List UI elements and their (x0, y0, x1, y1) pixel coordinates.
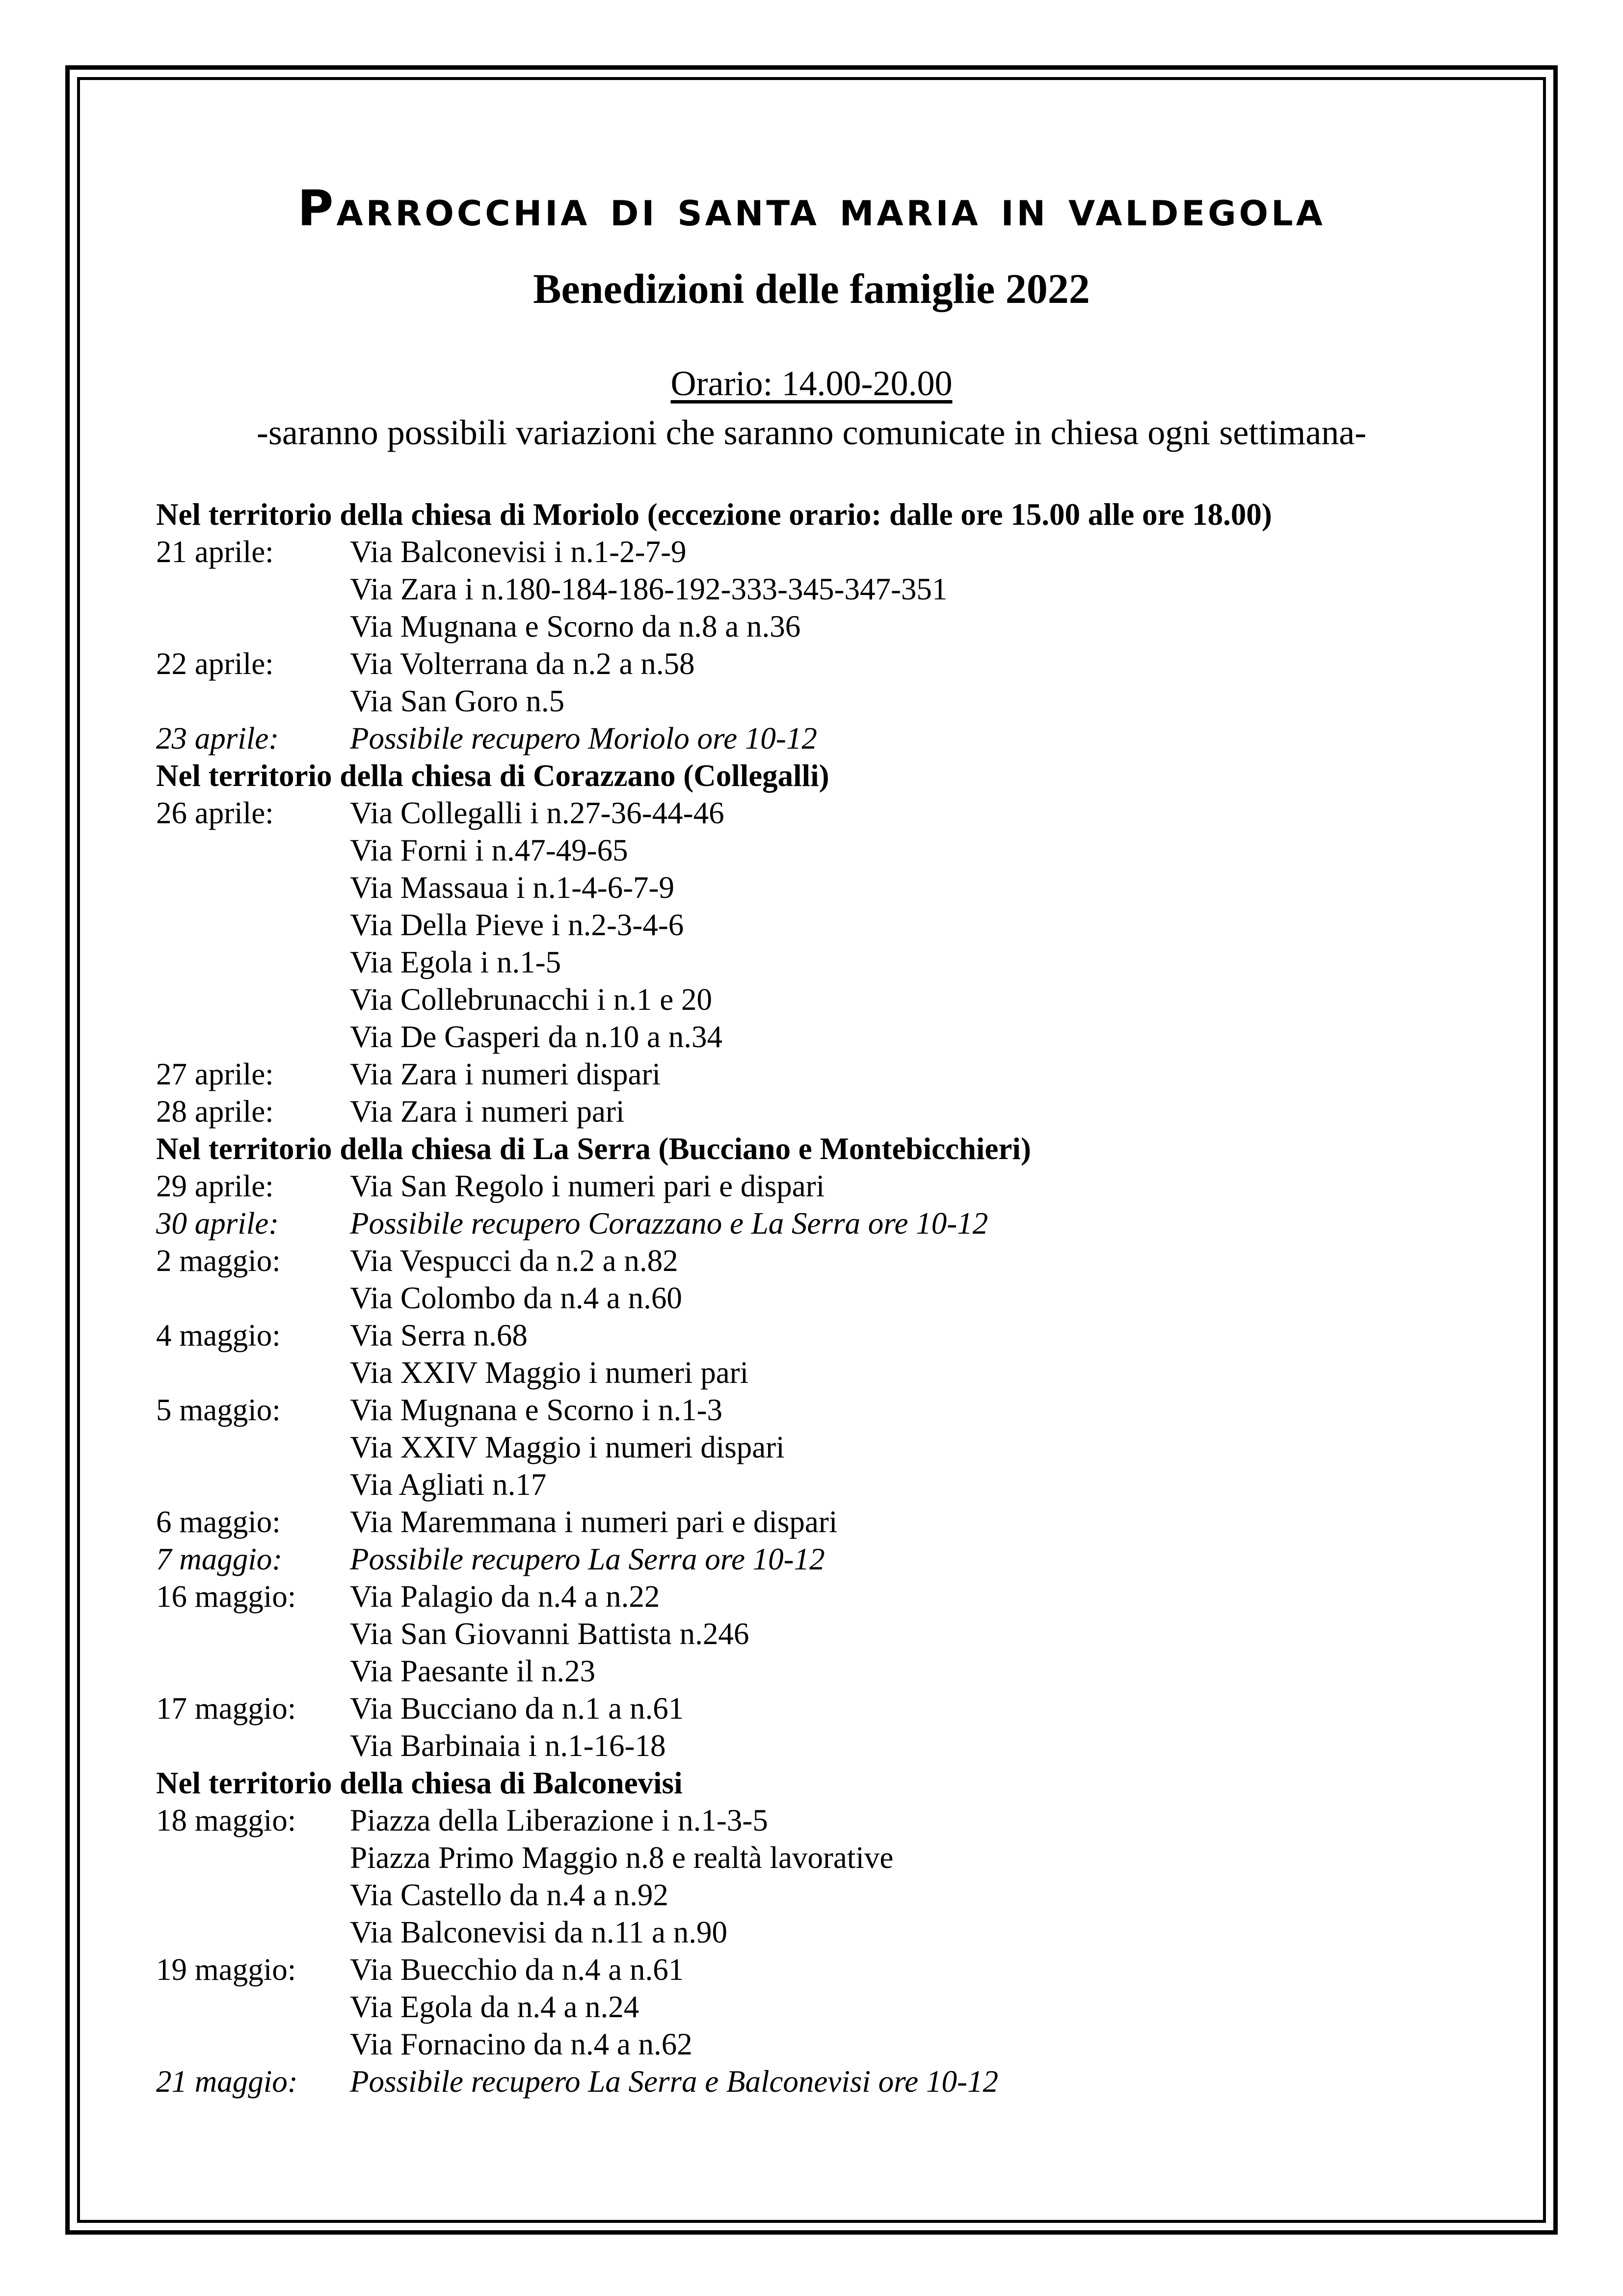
schedule-row (156, 1690, 1530, 1727)
schedule-list (156, 496, 1530, 2100)
schedule-address: Via Volterrana da n.2 a n.58 (350, 647, 695, 681)
schedule-date: 26 aprile: (156, 796, 274, 830)
schedule-address: Via Forni i n.47-49-65 (350, 833, 628, 867)
schedule-address: Possibile recupero La Serra e Balconevisi ore 10-12 (350, 2064, 999, 2099)
schedule-address: Via Maremmana i numeri pari e dispari (350, 1505, 838, 1539)
schedule-address: Via San Goro n.5 (350, 684, 565, 718)
schedule-date (156, 869, 350, 906)
schedule-date (156, 682, 350, 720)
schedule-row (156, 1727, 1530, 1764)
schedule-date (156, 1839, 350, 1876)
schedule-date: 19 maggio: (156, 1952, 296, 1987)
schedule-address: Via San Giovanni Battista n.246 (350, 1617, 749, 1651)
schedule-row (156, 682, 1530, 720)
schedule-address: Via Barbinaia i n.1-16-18 (350, 1729, 666, 1763)
schedule-row (156, 944, 1530, 981)
recovery-row (156, 720, 1530, 757)
schedule-address: Via Balconevisi i n.1-2-7-9 (350, 535, 687, 569)
schedule-address: Via Mugnana e Scorno da n.8 a n.36 (350, 609, 801, 644)
schedule-row (156, 1391, 1530, 1429)
schedule-date (156, 1354, 350, 1391)
schedule-date: 2 maggio: (156, 1243, 281, 1278)
schedule-address: Possibile recupero Corazzano e La Serra ore 10-12 (350, 1206, 988, 1241)
schedule-address: Via Zara i numeri dispari (350, 1057, 661, 1091)
schedule-date: 16 maggio: (156, 1579, 296, 1614)
schedule-row (156, 1167, 1530, 1205)
hours-text: Orario: 14.00-20.00 (670, 364, 953, 403)
schedule-address: Via XXIV Maggio i numeri pari (350, 1355, 749, 1390)
schedule-row (156, 981, 1530, 1018)
schedule-row (156, 1503, 1530, 1540)
schedule-address: Via Agliati n.17 (350, 1467, 547, 1502)
schedule-row (156, 1242, 1530, 1279)
schedule-row (156, 906, 1530, 944)
schedule-address: Via Collebrunacchi i n.1 e 20 (350, 982, 713, 1017)
schedule-date: 28 aprile: (156, 1094, 274, 1129)
schedule-address: Via XXIV Maggio i numeri dispari (350, 1430, 785, 1464)
schedule-address: Via Della Pieve i n.2-3-4-6 (350, 908, 684, 942)
schedule-date (156, 906, 350, 944)
schedule-date (156, 1652, 350, 1690)
schedule-date (156, 1466, 350, 1503)
schedule-row (156, 2026, 1530, 2063)
schedule-date (156, 1615, 350, 1652)
schedule-row (156, 832, 1530, 869)
schedule-address: Via Serra n.68 (350, 1318, 528, 1352)
schedule-date: 30 aprile: (156, 1206, 279, 1241)
schedule-date (156, 981, 350, 1018)
schedule-address: Via Bucciano da n.1 a n.61 (350, 1691, 684, 1726)
schedule-date (156, 1876, 350, 1914)
schedule-date (156, 1914, 350, 1951)
schedule-row (156, 1578, 1530, 1615)
schedule-date: 22 aprile: (156, 647, 274, 681)
schedule-row (156, 1951, 1530, 1988)
schedule-address: Via Mugnana e Scorno i n.1-3 (350, 1393, 723, 1427)
schedule-row (156, 1914, 1530, 1951)
schedule-date (156, 1727, 350, 1764)
schedule-date: 23 aprile: (156, 721, 279, 756)
hours-line (0, 366, 1623, 401)
schedule-date (156, 944, 350, 981)
schedule-row (156, 794, 1530, 832)
schedule-address: Possibile recupero La Serra ore 10-12 (350, 1542, 825, 1576)
recovery-row (156, 2063, 1530, 2100)
schedule-row (156, 533, 1530, 570)
schedule-address: Via Vespucci da n.2 a n.82 (350, 1243, 678, 1278)
schedule-row (156, 1615, 1530, 1652)
schedule-row (156, 1429, 1530, 1466)
schedule-row (156, 570, 1530, 608)
schedule-date: 27 aprile: (156, 1057, 274, 1091)
document-subtitle: Benedizioni delle famiglie 2022 (533, 265, 1090, 312)
variation-notice: -saranno possibili variazioni che saranno comunicate in chiesa ogni settimana- (256, 413, 1367, 452)
schedule-date: 7 maggio: (156, 1542, 283, 1576)
schedule-address: Via Collegalli i n.27-36-44-46 (350, 796, 724, 830)
schedule-row (156, 608, 1530, 645)
schedule-address: Via Egola da n.4 a n.24 (350, 1990, 639, 2024)
schedule-row (156, 645, 1530, 682)
schedule-address: Via Palagio da n.4 a n.22 (350, 1579, 660, 1614)
schedule-date: 4 maggio: (156, 1318, 281, 1352)
schedule-date (156, 1018, 350, 1055)
recovery-row (156, 1540, 1530, 1578)
schedule-address: Via Egola i n.1-5 (350, 945, 561, 979)
recovery-row (156, 1205, 1530, 1242)
section-heading: Nel territorio della chiesa di Balconevisi (156, 1766, 683, 1800)
schedule-date: 6 maggio: (156, 1505, 281, 1539)
schedule-row (156, 1354, 1530, 1391)
schedule-address: Via Colombo da n.4 a n.60 (350, 1281, 682, 1315)
schedule-row (156, 1055, 1530, 1093)
schedule-address: Piazza della Liberazione i n.1-3-5 (350, 1803, 768, 1837)
schedule-date: 17 maggio: (156, 1691, 296, 1726)
schedule-row (156, 1018, 1530, 1055)
section-heading: Nel territorio della chiesa di Corazzano (Collegalli) (156, 758, 829, 793)
schedule-row (156, 1652, 1530, 1690)
schedule-date: 21 maggio: (156, 2064, 298, 2099)
schedule-address: Possibile recupero Moriolo ore 10-12 (350, 721, 817, 756)
schedule-date: 29 aprile: (156, 1169, 274, 1203)
schedule-date (156, 1429, 350, 1466)
schedule-address: Via Castello da n.4 a n.92 (350, 1878, 668, 1912)
schedule-date: 5 maggio: (156, 1393, 281, 1427)
schedule-row (156, 1876, 1530, 1914)
schedule-date (156, 1988, 350, 2026)
schedule-address: Via De Gasperi da n.10 a n.34 (350, 1020, 722, 1054)
schedule-date (156, 608, 350, 645)
schedule-date: 21 aprile: (156, 535, 274, 569)
schedule-row (156, 1279, 1530, 1317)
section-heading: Nel territorio della chiesa di Moriolo (eccezione orario: dalle ore 15.00 alle ore 18.00) (156, 497, 1272, 532)
schedule-row (156, 1093, 1530, 1130)
schedule-row (156, 1802, 1530, 1839)
schedule-address: Via San Regolo i numeri pari e dispari (350, 1169, 825, 1203)
schedule-row (156, 869, 1530, 906)
section-heading: Nel territorio della chiesa di La Serra (Bucciano e Montebicchieri) (156, 1132, 1031, 1166)
schedule-date: 18 maggio: (156, 1803, 296, 1837)
parish-title: Parrocchia di santa maria in valdegola (297, 180, 1326, 237)
schedule-row (156, 1988, 1530, 2026)
schedule-date (156, 1279, 350, 1317)
schedule-address: Via Balconevisi da n.11 a n.90 (350, 1915, 727, 1949)
schedule-address: Via Zara i n.180-184-186-192-333-345-347-351 (350, 572, 948, 606)
schedule-address: Via Zara i numeri pari (350, 1094, 625, 1129)
schedule-date (156, 832, 350, 869)
schedule-address: Via Buecchio da n.4 a n.61 (350, 1952, 684, 1987)
schedule-row (156, 1317, 1530, 1354)
schedule-address: Via Massaua i n.1-4-6-7-9 (350, 870, 675, 905)
schedule-row (156, 1839, 1530, 1876)
schedule-address: Via Fornacino da n.4 a n.62 (350, 2027, 692, 2061)
schedule-row (156, 1466, 1530, 1503)
schedule-date (156, 570, 350, 608)
schedule-address: Piazza Primo Maggio n.8 e realtà lavorative (350, 1840, 894, 1875)
schedule-address: Via Paesante il n.23 (350, 1654, 596, 1688)
schedule-date (156, 2026, 350, 2063)
